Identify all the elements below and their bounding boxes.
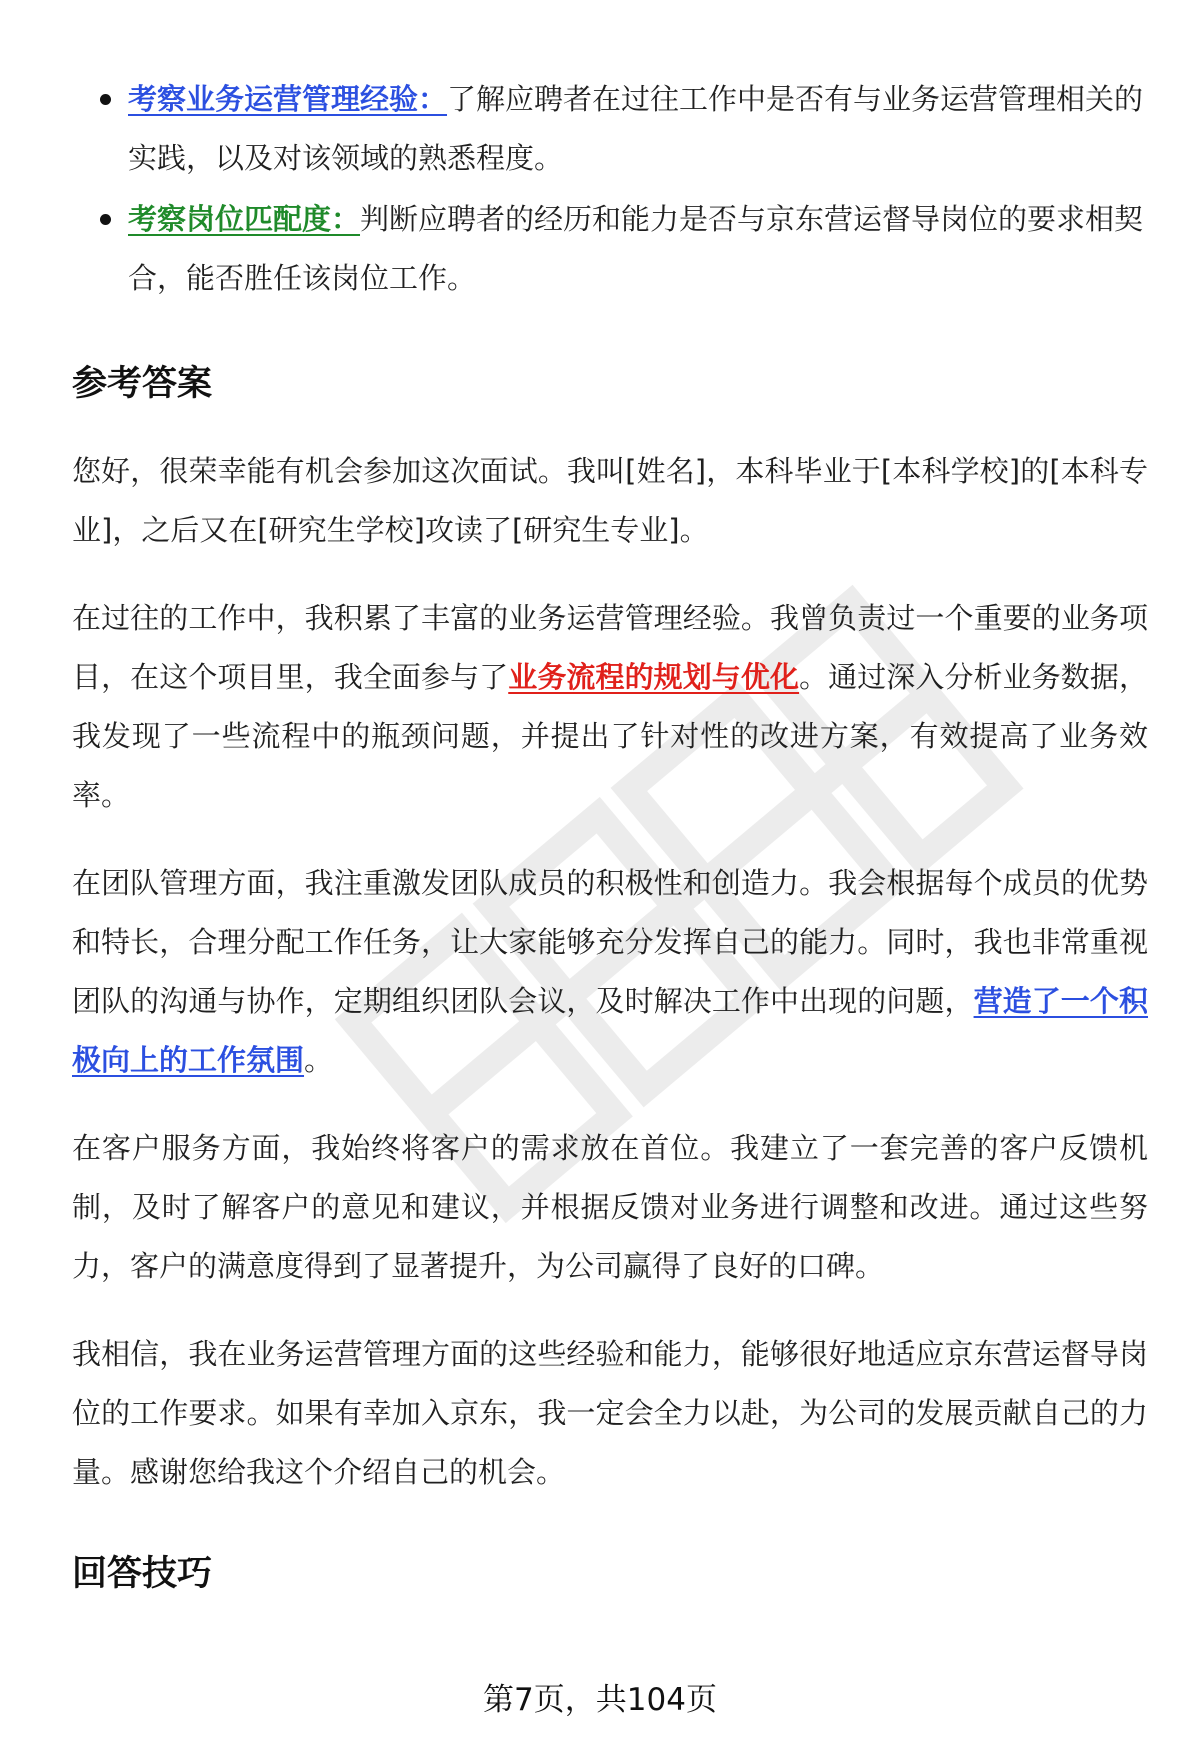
reference-answer-heading: 参考答案 [72,364,213,404]
criteria-list [72,70,1148,308]
criteria-text-fit: 判断应聘者的经历和能力是否与京东营运督导岗位的要求相契合，能否胜任该岗位工作。 [128,202,1144,295]
paragraph-text: 在过往的工作中，我积累了丰富的业务运营管理经验。我曾负责过一个重要的业务项目，在这个项目里，我全面参与了 [72,601,1148,694]
bullet-dot-icon [100,214,111,225]
criteria-label-experience: 考察业务运营管理经验： [128,82,448,116]
answer-paragraph-team [72,854,1148,1090]
answer-paragraph-customer: 在客户服务方面，我始终将客户的需求放在首位。我建立了一套完善的客户反馈机制，及时了解客户的意见和建议，并根据反馈对业务进行调整和改进。通过这些努力，客户的满意度得到了显著提升，为公司赢得了良好的口碑。 [72,1131,1148,1283]
answer-paragraph-closing: 我相信，我在业务运营管理方面的这些经验和能力，能够很好地适应京东营运督导岗位的工作要求。如果有幸加入京东，我一定会全力以赴，为公司的发展贡献自己的力量。感谢您给我这个介绍自己的机会。 [72,1337,1148,1489]
highlight-team-atmosphere: 营造了一个积极向上的工作氛围 [72,984,1148,1077]
criteria-text-experience: 了解应聘者在过往工作中是否有与业务运营管理相关的实践，以及对该领域的熟悉程度。 [128,82,1144,175]
page-content [72,70,1148,1596]
answer-paragraph-experience [72,589,1148,825]
criteria-label-fit: 考察岗位匹配度： [128,202,361,236]
paragraph-text: 。 [304,1043,334,1077]
highlight-process-planning: 业务流程的规划与优化 [508,660,800,694]
list-item [72,190,1148,308]
paragraph-text: 。通过深入分析业务数据，我发现了一些流程中的瓶颈问题，并提出了针对性的改进方案，有效提高了业务效率。 [72,660,1148,812]
list-item [72,70,1148,188]
bullet-dot-icon [100,94,111,105]
answer-paragraph-intro: 您好，很荣幸能有机会参加这次面试。我叫[姓名]，本科毕业于[本科学校]的[本科专业]，之后又在[研究生学校]攻读了[研究生专业]。 [72,454,1148,547]
paragraph-text: 在团队管理方面，我注重激发团队成员的积极性和创造力。我会根据每个成员的优势和特长，合理分配工作任务，让大家能够充分发挥自己的能力。同时，我也非常重视团队的沟通与协作，定期组织团队会议，及时解决工作中出现的问题， [72,866,1148,1018]
answer-tips-heading: 回答技巧 [72,1554,213,1594]
page-number-footer: 第7页，共104页 [483,1682,717,1718]
